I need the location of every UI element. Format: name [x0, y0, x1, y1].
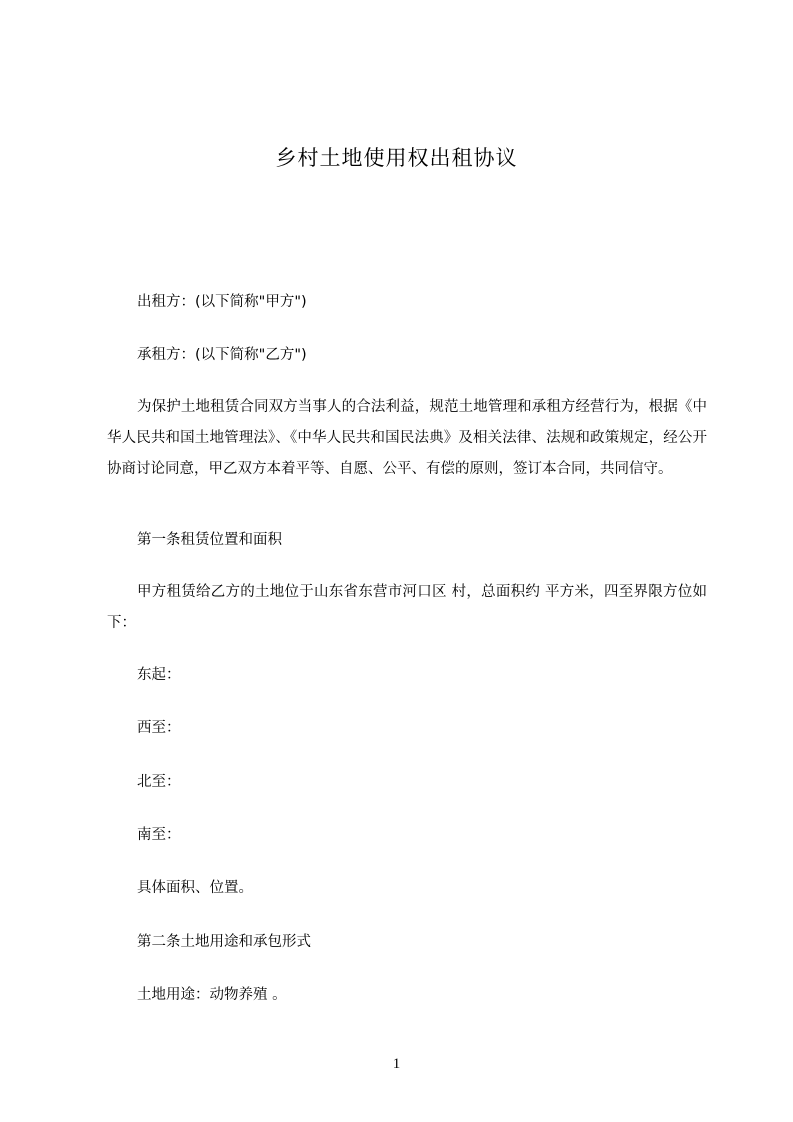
document-title: 乡村土地使用权出租协议 — [275, 146, 518, 170]
page-number: 1 — [392, 1056, 401, 1072]
land-use-line: 土地用途：动物养殖 。 — [137, 987, 287, 1003]
article1-paragraph: 甲方租赁给乙方的土地位于山东省东营市河口区 村，总面积约 平方米，四至界限方位如下： — [107, 584, 707, 631]
boundary-north: 北至： — [137, 774, 181, 790]
boundary-east: 东起： — [137, 667, 181, 683]
boundary-south: 南至： — [137, 827, 181, 843]
lessor-line: 出租方：(以下简称"甲方") — [137, 294, 307, 310]
preamble-paragraph: 为保护土地租赁合同双方当事人的合法利益，规范土地管理和承租方经营行为，根据《中华人民共和国土地管理法》、《中华人民共和国民法典》及相关法律、法规和政策规定，经公开协商讨论同意，甲乙双方本着平等、自愿、公平、有偿的原则，签订本合同，共同信守。 — [107, 399, 707, 477]
area-location-line: 具体面积、位置。 — [137, 880, 253, 896]
lessee-line: 承租方：(以下简称"乙方") — [137, 347, 307, 363]
article1-heading: 第一条租赁位置和面积 — [137, 532, 282, 548]
article2-heading: 第二条土地用途和承包形式 — [137, 934, 311, 950]
boundary-west: 西至： — [137, 720, 181, 736]
